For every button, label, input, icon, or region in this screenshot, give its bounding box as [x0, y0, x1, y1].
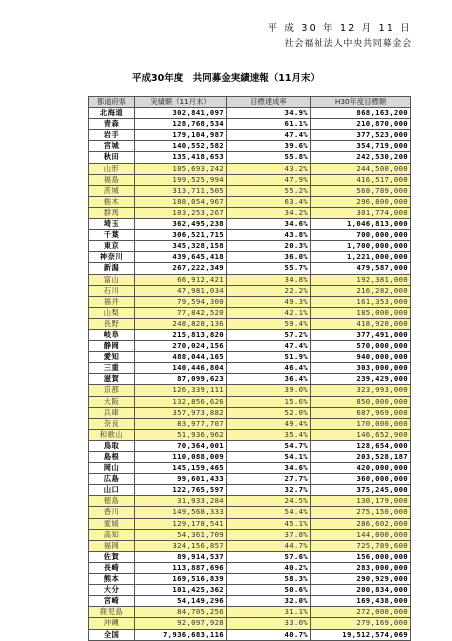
- column-header-prefecture: 都道府県: [89, 97, 135, 108]
- prefecture-cell: 富山: [89, 274, 135, 285]
- prefecture-cell: 京都: [89, 385, 135, 396]
- prefecture-cell: 青森: [89, 119, 135, 130]
- table-row: [89, 374, 411, 385]
- prefecture-cell: 新潟: [89, 263, 135, 274]
- prefecture-cell: 福岡: [89, 540, 135, 551]
- actual-cell: 188,054,967: [135, 196, 227, 207]
- table-header-row: [89, 97, 411, 108]
- rate-cell: 57.2%: [227, 329, 311, 340]
- target-cell: 301,774,000: [311, 207, 411, 218]
- rate-cell: 37.8%: [227, 529, 311, 540]
- table-row: [89, 551, 411, 562]
- report-date: 平 成 30 年 12 月 11 日: [267, 23, 412, 34]
- rate-cell: 52.0%: [227, 407, 311, 418]
- table-row: [89, 385, 411, 396]
- total-label: 全国: [89, 629, 135, 640]
- table-row: [89, 574, 411, 585]
- rate-cell: 40.2%: [227, 562, 311, 573]
- target-cell: 275,150,000: [311, 507, 411, 518]
- rate-cell: 63.4%: [227, 196, 311, 207]
- actual-cell: 77,842,520: [135, 307, 227, 318]
- target-cell: 416,517,000: [311, 174, 411, 185]
- table-row: [89, 474, 411, 485]
- prefecture-cell: 愛知: [89, 352, 135, 363]
- actual-cell: 135,418,653: [135, 152, 227, 163]
- target-cell: 239,429,000: [311, 374, 411, 385]
- actual-cell: 51,936,962: [135, 429, 227, 440]
- rate-cell: 47.4%: [227, 341, 311, 352]
- prefecture-cell: 香川: [89, 507, 135, 518]
- actual-cell: 89,914,537: [135, 551, 227, 562]
- actual-cell: 248,828,136: [135, 318, 227, 329]
- prefecture-cell: 長野: [89, 318, 135, 329]
- target-cell: 192,381,000: [311, 274, 411, 285]
- prefecture-cell: 山形: [89, 163, 135, 174]
- table-body: [89, 108, 411, 629]
- target-cell: 244,500,000: [311, 163, 411, 174]
- actual-cell: 101,425,362: [135, 585, 227, 596]
- table-row: [89, 407, 411, 418]
- table-row: [89, 496, 411, 507]
- prefecture-cell: 岡山: [89, 463, 135, 474]
- table-row: [89, 174, 411, 185]
- table-row: [89, 274, 411, 285]
- rate-cell: 54.1%: [227, 452, 311, 463]
- actual-cell: 105,693,242: [135, 163, 227, 174]
- prefecture-cell: 大分: [89, 585, 135, 596]
- table-row: [89, 329, 411, 340]
- rate-cell: 31.1%: [227, 607, 311, 618]
- table-row: [89, 518, 411, 529]
- rate-cell: 50.6%: [227, 585, 311, 596]
- actual-cell: 110,088,009: [135, 452, 227, 463]
- target-cell: 1,700,000,000: [311, 241, 411, 252]
- rate-cell: 34.6%: [227, 463, 311, 474]
- prefecture-cell: 鳥取: [89, 440, 135, 451]
- prefecture-cell: 熊本: [89, 574, 135, 585]
- rate-cell: 43.8%: [227, 230, 311, 241]
- target-cell: 479,587,000: [311, 263, 411, 274]
- table-row: [89, 163, 411, 174]
- target-cell: 283,000,000: [311, 562, 411, 573]
- prefecture-cell: 静岡: [89, 341, 135, 352]
- prefecture-cell: 福島: [89, 174, 135, 185]
- table-row: [89, 196, 411, 207]
- prefecture-cell: 沖縄: [89, 618, 135, 629]
- actual-cell: 122,765,597: [135, 485, 227, 496]
- target-cell: 375,245,000: [311, 485, 411, 496]
- prefecture-cell: 宮崎: [89, 596, 135, 607]
- table-row: [89, 562, 411, 573]
- prefecture-cell: 兵庫: [89, 407, 135, 418]
- table-row: [89, 152, 411, 163]
- target-cell: 272,000,000: [311, 607, 411, 618]
- rate-cell: 51.9%: [227, 352, 311, 363]
- rate-cell: 47.4%: [227, 130, 311, 141]
- rate-cell: 35.4%: [227, 429, 311, 440]
- rate-cell: 55.2%: [227, 185, 311, 196]
- target-cell: 200,834,000: [311, 585, 411, 596]
- prefecture-cell: 三重: [89, 363, 135, 374]
- prefecture-cell: 奈良: [89, 418, 135, 429]
- column-header-rate: 目標達成率: [227, 97, 311, 108]
- table-row: [89, 452, 411, 463]
- target-cell: 128,654,000: [311, 440, 411, 451]
- table-row: [89, 130, 411, 141]
- target-cell: 418,920,000: [311, 318, 411, 329]
- actual-cell: 313,711,505: [135, 185, 227, 196]
- target-cell: 203,528,187: [311, 452, 411, 463]
- actual-cell: 267,222,349: [135, 263, 227, 274]
- actual-cell: 103,253,267: [135, 207, 227, 218]
- target-cell: 377,523,000: [311, 130, 411, 141]
- actual-cell: 132,856,626: [135, 396, 227, 407]
- target-cell: 146,652,900: [311, 429, 411, 440]
- target-cell: 286,602,000: [311, 518, 411, 529]
- table-row: [89, 463, 411, 474]
- target-cell: 323,993,000: [311, 385, 411, 396]
- actual-cell: 357,973,882: [135, 407, 227, 418]
- target-cell: 156,000,000: [311, 551, 411, 562]
- actual-cell: 302,841,097: [135, 108, 227, 119]
- actual-cell: 270,024,156: [135, 341, 227, 352]
- target-cell: 296,800,000: [311, 196, 411, 207]
- page-title: 平成30年度 共同募金実績速報（11月末）: [132, 73, 320, 84]
- actual-cell: 179,104,987: [135, 130, 227, 141]
- table-row: [89, 263, 411, 274]
- rate-cell: 34.6%: [227, 219, 311, 230]
- target-cell: 377,491,000: [311, 329, 411, 340]
- prefecture-cell: 千葉: [89, 230, 135, 241]
- target-cell: 290,929,000: [311, 574, 411, 585]
- table-row: [89, 440, 411, 451]
- actual-cell: 140,446,804: [135, 363, 227, 374]
- target-cell: 161,353,000: [311, 296, 411, 307]
- table-row: [89, 230, 411, 241]
- target-cell: 940,000,000: [311, 352, 411, 363]
- actual-cell: 169,516,839: [135, 574, 227, 585]
- rate-cell: 59.4%: [227, 318, 311, 329]
- prefecture-cell: 群馬: [89, 207, 135, 218]
- target-cell: 144,000,000: [311, 529, 411, 540]
- target-cell: 170,000,000: [311, 418, 411, 429]
- actual-cell: 362,495,238: [135, 219, 227, 230]
- target-cell: 185,000,000: [311, 307, 411, 318]
- actual-cell: 99,601,433: [135, 474, 227, 485]
- table-row: [89, 207, 411, 218]
- actual-cell: 47,981,034: [135, 285, 227, 296]
- prefecture-cell: 石川: [89, 285, 135, 296]
- rate-cell: 42.1%: [227, 307, 311, 318]
- target-cell: 700,000,000: [311, 230, 411, 241]
- rate-cell: 34.2%: [227, 207, 311, 218]
- table-row: [89, 429, 411, 440]
- prefecture-cell: 滋賀: [89, 374, 135, 385]
- organization-name: 社会福祉法人中央共同募金会: [284, 39, 412, 49]
- target-cell: 1,046,813,000: [311, 219, 411, 230]
- target-cell: 360,000,000: [311, 474, 411, 485]
- target-cell: 130,179,000: [311, 496, 411, 507]
- rate-cell: 33.0%: [227, 618, 311, 629]
- target-cell: 303,000,000: [311, 363, 411, 374]
- rate-cell: 34.8%: [227, 274, 311, 285]
- prefecture-cell: 長崎: [89, 562, 135, 573]
- actual-cell: 79,594,300: [135, 296, 227, 307]
- target-cell: 570,000,000: [311, 341, 411, 352]
- actual-cell: 199,525,994: [135, 174, 227, 185]
- table-row: [89, 241, 411, 252]
- rate-cell: 49.3%: [227, 296, 311, 307]
- rate-cell: 32.7%: [227, 485, 311, 496]
- actual-cell: 306,521,715: [135, 230, 227, 241]
- table-row: [89, 341, 411, 352]
- prefecture-cell: 栃木: [89, 196, 135, 207]
- prefecture-cell: 広島: [89, 474, 135, 485]
- target-cell: 242,530,200: [311, 152, 411, 163]
- actual-cell: 439,645,418: [135, 252, 227, 263]
- prefecture-cell: 秋田: [89, 152, 135, 163]
- actual-cell: 92,097,928: [135, 618, 227, 629]
- rate-cell: 39.0%: [227, 385, 311, 396]
- target-cell: 354,719,000: [311, 141, 411, 152]
- table-row: [89, 285, 411, 296]
- total-target: 19,512,574,069: [311, 629, 411, 640]
- column-header-actual: 実績額（11月末）: [135, 97, 227, 108]
- actual-cell: 324,156,857: [135, 540, 227, 551]
- rate-cell: 36.4%: [227, 374, 311, 385]
- table-row: [89, 607, 411, 618]
- rate-cell: 34.9%: [227, 108, 311, 119]
- prefecture-cell: 和歌山: [89, 429, 135, 440]
- rate-cell: 20.3%: [227, 241, 311, 252]
- table-row: [89, 307, 411, 318]
- rate-cell: 46.4%: [227, 363, 311, 374]
- prefecture-cell: 埼玉: [89, 219, 135, 230]
- rate-cell: 45.1%: [227, 518, 311, 529]
- total-row: [89, 629, 411, 640]
- actual-cell: 87,099,623: [135, 374, 227, 385]
- total-actual: 7,936,683,116: [135, 629, 227, 640]
- actual-cell: 128,768,534: [135, 119, 227, 130]
- table-row: [89, 596, 411, 607]
- table-row: [89, 585, 411, 596]
- table-row: [89, 219, 411, 230]
- rate-cell: 49.4%: [227, 418, 311, 429]
- prefecture-cell: 北海道: [89, 108, 135, 119]
- table-row: [89, 618, 411, 629]
- rate-cell: 39.6%: [227, 141, 311, 152]
- target-cell: 868,163,200: [311, 108, 411, 119]
- target-cell: 169,438,000: [311, 596, 411, 607]
- column-header-target: H30年度目標額: [311, 97, 411, 108]
- table-row: [89, 485, 411, 496]
- prefecture-cell: 愛媛: [89, 518, 135, 529]
- actual-cell: 149,568,333: [135, 507, 227, 518]
- prefecture-cell: 福井: [89, 296, 135, 307]
- actual-cell: 70,364,001: [135, 440, 227, 451]
- target-cell: 420,000,000: [311, 463, 411, 474]
- rate-cell: 54.4%: [227, 507, 311, 518]
- rate-cell: 22.2%: [227, 285, 311, 296]
- prefecture-cell: 佐賀: [89, 551, 135, 562]
- actual-cell: 488,044,165: [135, 352, 227, 363]
- actual-cell: 54,361,709: [135, 529, 227, 540]
- actual-cell: 54,149,296: [135, 596, 227, 607]
- table-row: [89, 252, 411, 263]
- rate-cell: 61.1%: [227, 119, 311, 130]
- prefecture-cell: 神奈川: [89, 252, 135, 263]
- table-row: [89, 296, 411, 307]
- table-row: [89, 396, 411, 407]
- prefecture-cell: 岩手: [89, 130, 135, 141]
- prefecture-cell: 山梨: [89, 307, 135, 318]
- rate-cell: 43.2%: [227, 163, 311, 174]
- actual-cell: 215,813,820: [135, 329, 227, 340]
- rate-cell: 54.7%: [227, 440, 311, 451]
- table-row: [89, 363, 411, 374]
- table-row: [89, 318, 411, 329]
- actual-cell: 126,339,111: [135, 385, 227, 396]
- prefecture-cell: 茨城: [89, 185, 135, 196]
- target-cell: 210,870,000: [311, 119, 411, 130]
- total-rate: 40.7%: [227, 629, 311, 640]
- actual-cell: 84,705,256: [135, 607, 227, 618]
- target-cell: 687,969,000: [311, 407, 411, 418]
- prefecture-cell: 山口: [89, 485, 135, 496]
- rate-cell: 27.7%: [227, 474, 311, 485]
- actual-cell: 345,328,158: [135, 241, 227, 252]
- rate-cell: 36.0%: [227, 252, 311, 263]
- target-cell: 1,221,000,000: [311, 252, 411, 263]
- actual-cell: 113,887,696: [135, 562, 227, 573]
- table-row: [89, 529, 411, 540]
- target-cell: 279,169,000: [311, 618, 411, 629]
- rate-cell: 55.7%: [227, 263, 311, 274]
- prefecture-cell: 徳島: [89, 496, 135, 507]
- target-cell: 725,789,600: [311, 540, 411, 551]
- table-row: [89, 141, 411, 152]
- rate-cell: 44.7%: [227, 540, 311, 551]
- actual-cell: 83,977,707: [135, 418, 227, 429]
- target-cell: 568,789,000: [311, 185, 411, 196]
- rate-cell: 15.6%: [227, 396, 311, 407]
- target-cell: 850,000,000: [311, 396, 411, 407]
- actual-cell: 129,178,541: [135, 518, 227, 529]
- rate-cell: 58.3%: [227, 574, 311, 585]
- rate-cell: 55.8%: [227, 152, 311, 163]
- actual-cell: 31,933,284: [135, 496, 227, 507]
- table-row: [89, 185, 411, 196]
- rate-cell: 32.0%: [227, 596, 311, 607]
- rate-cell: 24.5%: [227, 496, 311, 507]
- prefecture-cell: 鹿児島: [89, 607, 135, 618]
- actual-cell: 140,552,582: [135, 141, 227, 152]
- table-row: [89, 507, 411, 518]
- actual-cell: 66,912,421: [135, 274, 227, 285]
- prefecture-cell: 高知: [89, 529, 135, 540]
- rate-cell: 47.9%: [227, 174, 311, 185]
- prefecture-cell: 島根: [89, 452, 135, 463]
- actual-cell: 145,159,465: [135, 463, 227, 474]
- prefecture-cell: 東京: [89, 241, 135, 252]
- table-row: [89, 352, 411, 363]
- table-row: [89, 108, 411, 119]
- table-row: [89, 418, 411, 429]
- results-table: [88, 96, 411, 641]
- target-cell: 216,282,000: [311, 285, 411, 296]
- prefecture-cell: 大阪: [89, 396, 135, 407]
- prefecture-cell: 宮城: [89, 141, 135, 152]
- prefecture-cell: 岐阜: [89, 329, 135, 340]
- rate-cell: 57.6%: [227, 551, 311, 562]
- table-row: [89, 119, 411, 130]
- table-row: [89, 540, 411, 551]
